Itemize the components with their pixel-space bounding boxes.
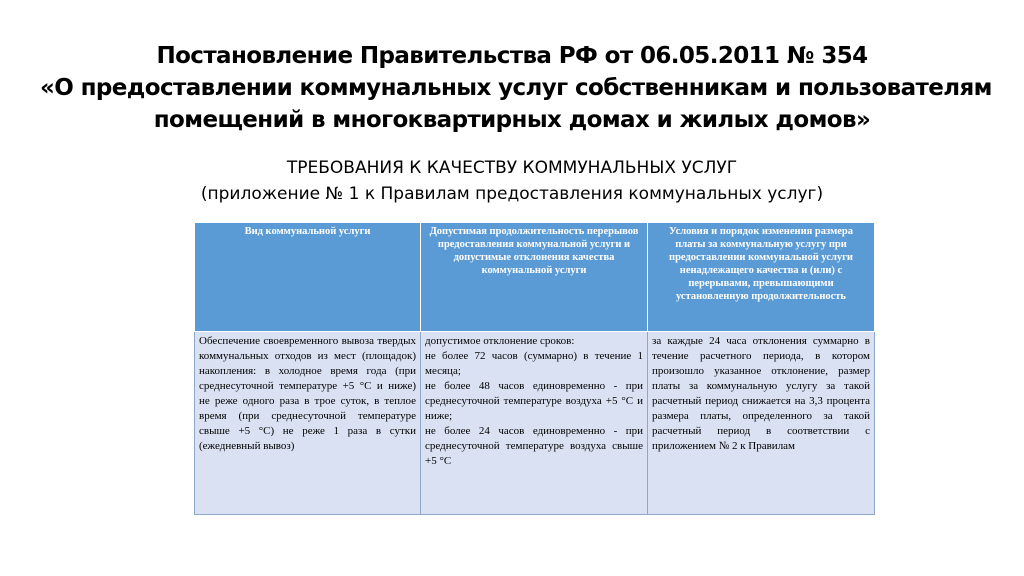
cell-allowed-deviation: [421, 332, 648, 515]
deviation-line: не более 48 часов единовременно - при среднесуточной температуре воздуха +5 °С и ниже;: [425, 380, 643, 422]
cell-payment-change: за каждые 24 часа отклонения суммарно в течение расчетного периода, в котором произошло указанное отклонение, размер платы за коммунальную услугу за такой расчетный период снижается на 3,3 процента размера платы, определенного за такой расчетный период в соответствии с приложением № 2 к Правилам: [648, 332, 875, 515]
appendix-reference: (приложение № 1 к Правилам предоставления коммунальных услуг): [200, 184, 824, 204]
quality-requirements-table: [194, 222, 875, 515]
title-line-3: помещений в многоквартирных домах и жилых домов»: [153, 107, 871, 133]
deviation-line: не более 72 часов (суммарно) в течение 1 месяца;: [425, 350, 643, 377]
requirements-heading: ТРЕБОВАНИЯ К КАЧЕСТВУ КОММУНАЛЬНЫХ УСЛУГ: [286, 158, 738, 178]
header-allowed-deviation: Допустимая продолжительность перерывов предоставления коммунальной услуги и допустимые отклонения качества коммунальной услуги: [421, 223, 648, 332]
deviation-line: не более 24 часов единовременно - при среднесуточной температуре воздуха свыше +5 °С: [425, 425, 643, 467]
slide-title: [40, 40, 992, 136]
title-line-1: Постановление Правительства РФ от 06.05.2011 № 354: [156, 43, 868, 69]
table-row: [195, 332, 875, 515]
deviation-line: допустимое отклонение сроков:: [425, 335, 575, 347]
title-line-2: «О предоставлении коммунальных услуг собственникам и пользователям: [40, 75, 992, 101]
cell-service-description: Обеспечение своевременного вывоза твердых коммунальных отходов из мест (площадок) накопления: в холодное время года (при среднесуточной температуре +5 °С и ниже) не реже одного раза в трое суток, в теплое время (при среднесуточной температуре свыше +5 °С) не реже 1 раза в сутки (ежедневный вывоз): [195, 332, 421, 515]
header-service-type: Вид коммунальной услуги: [195, 223, 421, 332]
table-header-row: [195, 223, 875, 332]
header-payment-change: Условия и порядок изменения размера платы за коммунальную услугу при предоставлении коммунальной услуги ненадлежащего качества и (или) с перерывами, превышающими установленную продолжительность: [648, 223, 875, 332]
